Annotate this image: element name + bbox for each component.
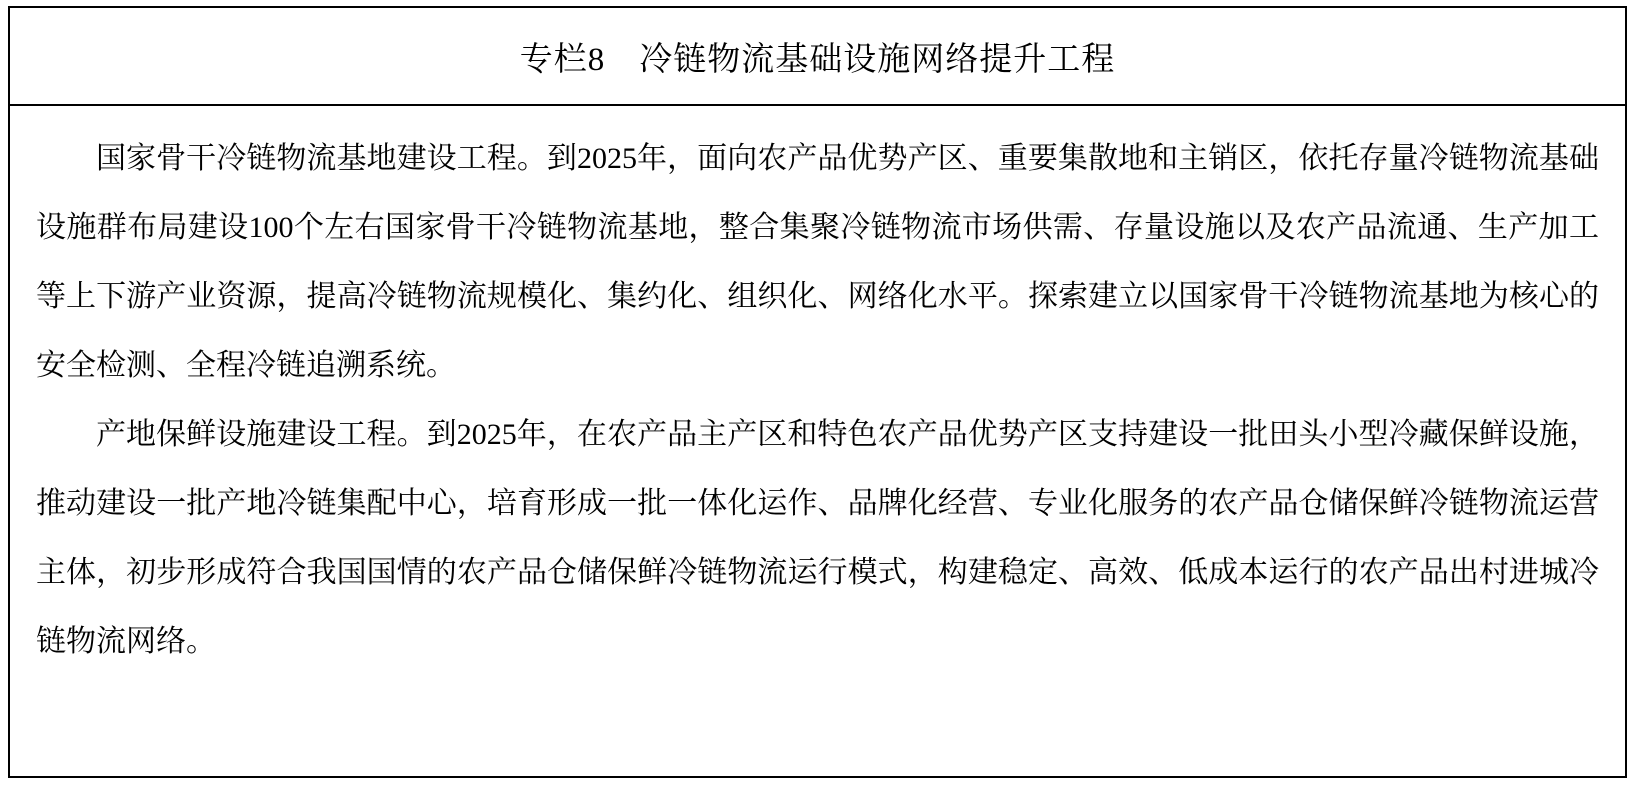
feature-box-body xyxy=(10,106,1625,776)
body-paragraph-1: 国家骨干冷链物流基地建设工程。到2025年，面向农产品优势产区、重要集散地和主销区，依托存量冷链物流基础设施群布局建设100个左右国家骨干冷链物流基地，整合集聚冷链物流市场供需、存量设施以及农产品流通、生产加工等上下游产业资源，提高冷链物流规模化、集约化、组织化、网络化水平。探索建立以国家骨干冷链物流基地为核心的安全检测、全程冷链追溯系统。 xyxy=(36,142,1599,382)
feature-box-header xyxy=(10,8,1625,106)
body-paragraph-2: 产地保鲜设施建设工程。到2025年，在农产品主产区和特色农产品优势产区支持建设一批田头小型冷藏保鲜设施，推动建设一批产地冷链集配中心，培育形成一批一体化运作、品牌化经营、专业化服务的农产品仓储保鲜冷链物流运营主体，初步形成符合我国国情的农产品仓储保鲜冷链物流运行模式，构建稳定、高效、低成本运行的农产品出村进城冷链物流网络。 xyxy=(36,418,1599,658)
feature-box xyxy=(8,6,1627,778)
page-title: 专栏8 冷链物流基础设施网络提升工程 xyxy=(519,41,1116,78)
